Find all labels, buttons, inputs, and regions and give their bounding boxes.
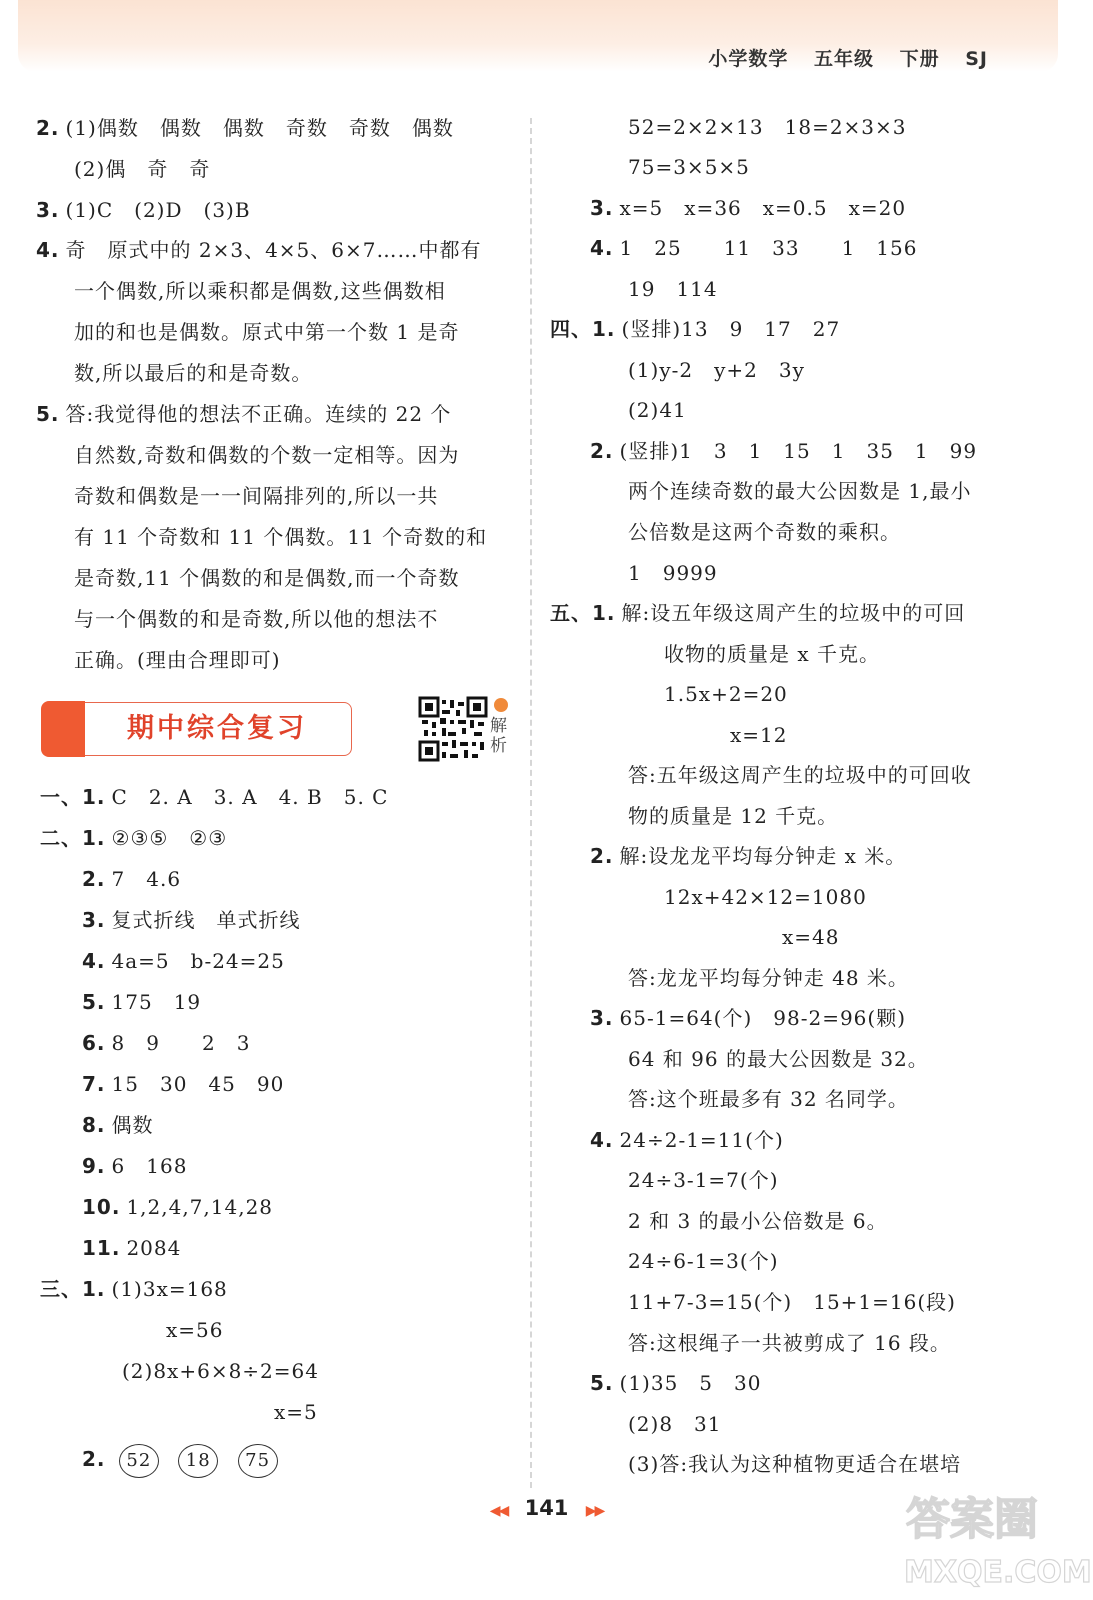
answer-text: 12x+42×12=1080 <box>664 885 867 909</box>
answer-line <box>590 842 906 870</box>
answer-line <box>622 1288 956 1316</box>
answer-text: 64 和 96 的最大公因数是 32。 <box>628 1047 929 1071</box>
answer-text: 加的和也是偶数。原式中第一个数 1 是奇 <box>74 320 460 344</box>
answer-line <box>622 356 805 384</box>
header-volume: 下册 <box>899 48 940 70</box>
answer-text: (1)35 5 30 <box>619 1371 762 1395</box>
answer-line <box>40 783 388 811</box>
answer-line <box>68 155 210 183</box>
qr-label: 解析 <box>490 716 507 756</box>
watermark-brand: 答案圈 <box>906 1494 1038 1545</box>
answer-text: 解:设五年级这周产生的垃圾中的可回 <box>621 601 966 625</box>
question-number: 2. <box>82 867 106 891</box>
answer-line <box>68 482 438 510</box>
answer-line <box>590 234 918 262</box>
answer-text: 奇数和偶数是一一间隔排列的,所以一共 <box>74 484 439 508</box>
answer-text: 65-1=64(个) 98-2=96(颗) <box>619 1006 907 1030</box>
answer-line <box>622 802 838 830</box>
answer-text: 175 19 <box>111 990 202 1014</box>
answer-text: 答:五年级这周产生的垃圾中的可回收 <box>628 763 972 787</box>
answer-text: 24÷6-1=3(个) <box>628 1249 779 1273</box>
answer-line <box>622 1085 909 1113</box>
answer-line <box>590 1369 761 1397</box>
answer-text: 19 114 <box>628 277 718 301</box>
answer-line <box>82 1111 154 1139</box>
answer-text: 1 9999 <box>628 561 718 585</box>
qr-code-icon[interactable] <box>418 696 488 762</box>
answer-text: (1)3x=168 <box>111 1277 228 1301</box>
question-number: 4. <box>82 949 106 973</box>
question-number: 2. <box>590 844 614 868</box>
answer-line <box>622 477 971 505</box>
prev-arrows-icon: ◀◀ <box>489 1503 508 1519</box>
question-number: 2. <box>82 1447 106 1471</box>
answer-line <box>68 523 487 551</box>
answer-line <box>622 1450 961 1478</box>
answer-line <box>160 1316 224 1344</box>
answer-line <box>590 1004 906 1032</box>
answer-line <box>40 1275 228 1303</box>
answer-text: 1.5x+2=20 <box>664 682 788 706</box>
answer-line <box>622 1207 888 1235</box>
answer-line <box>550 315 840 343</box>
answer-line <box>590 1126 784 1154</box>
answer-text: 答:这个班最多有 32 名同学。 <box>628 1087 909 1111</box>
circled-answers-row <box>82 1444 290 1478</box>
question-number: 3. <box>590 196 614 220</box>
answer-line <box>82 906 301 934</box>
answer-text: 2084 <box>126 1236 182 1260</box>
answer-line <box>68 277 446 305</box>
answer-line <box>724 721 788 749</box>
answer-text: 11+7-3=15(个) 15+1=16(段) <box>628 1290 956 1314</box>
circled-value: 18 <box>178 1444 218 1478</box>
answer-text: 收物的质量是 x 千克。 <box>664 642 880 666</box>
header-meta <box>690 44 988 71</box>
answer-text: x=5 x=36 x=0.5 x=20 <box>619 196 907 220</box>
question-number: 一、1. <box>40 785 106 809</box>
circled-value: 75 <box>238 1444 278 1478</box>
question-number: 3. <box>590 1006 614 1030</box>
answer-text: (1)偶数 偶数 偶数 奇数 奇数 偶数 <box>65 116 454 140</box>
answer-text: 8 9 2 3 <box>111 1031 251 1055</box>
answer-line <box>658 640 880 668</box>
answer-text: 解:设龙龙平均每分钟走 x 米。 <box>619 844 907 868</box>
header-subject: 小学数学 <box>708 48 789 70</box>
question-number: 7. <box>82 1072 106 1096</box>
answer-text: 与一个偶数的和是奇数,所以他的想法不 <box>74 607 439 631</box>
answer-text: 4a=5 b-24=25 <box>111 949 285 973</box>
answer-text: (2)8x+6×8÷2=64 <box>122 1359 319 1383</box>
answer-text: 是奇数,11 个偶数的和是偶数,而一个奇数 <box>74 566 460 590</box>
question-number: 2. <box>36 116 60 140</box>
answer-text: 公倍数是这两个奇数的乘积。 <box>628 520 901 544</box>
answer-text: x=5 <box>274 1400 318 1424</box>
answer-line <box>622 396 687 424</box>
answer-text: 答:这根绳子一共被剪成了 16 段。 <box>628 1331 951 1355</box>
answer-text: ②③⑤ ②③ <box>111 826 228 850</box>
answer-line <box>36 400 451 428</box>
answer-line <box>36 236 482 264</box>
answer-line <box>622 1045 929 1073</box>
answer-line <box>776 923 840 951</box>
answer-line <box>550 599 965 627</box>
question-number: 四、1. <box>550 317 616 341</box>
answer-text: 两个连续奇数的最大公因数是 1,最小 <box>628 479 972 503</box>
answer-line <box>68 564 460 592</box>
next-arrows-icon: ▶▶ <box>585 1503 604 1519</box>
answer-text: (2)41 <box>628 398 687 422</box>
answer-text: x=12 <box>730 723 788 747</box>
answer-line <box>68 359 312 387</box>
answer-line <box>622 518 901 546</box>
answer-text: 24÷2-1=11(个) <box>619 1128 784 1152</box>
answer-text: 有 11 个奇数和 11 个偶数。11 个奇数的和 <box>74 525 488 549</box>
answer-line <box>622 153 750 181</box>
question-number: 4. <box>590 1128 614 1152</box>
answer-text: 15 30 45 90 <box>111 1072 285 1096</box>
watermark-url: MXQE.COM <box>904 1555 1092 1590</box>
answer-line <box>622 964 909 992</box>
answer-text: 奇 原式中的 2×3、4×5、6×7……中都有 <box>65 238 482 262</box>
answer-text: C 2. A 3. A 4. B 5. C <box>111 785 389 809</box>
answer-text: (1)y-2 y+2 3y <box>628 358 805 382</box>
question-number: 三、1. <box>40 1277 106 1301</box>
column-divider <box>530 118 532 1488</box>
answer-text: 正确。(理由合理即可) <box>74 648 281 672</box>
answer-line <box>622 1410 722 1438</box>
answer-line <box>82 1234 181 1262</box>
answer-text: 52=2×2×13 18=2×3×3 <box>628 115 907 139</box>
answer-text: 24÷3-1=7(个) <box>628 1168 779 1192</box>
answer-line <box>622 275 718 303</box>
answer-text: (2)8 31 <box>628 1412 722 1436</box>
answer-text: 75=3×5×5 <box>628 155 750 179</box>
answer-line <box>82 947 285 975</box>
question-number: 3. <box>36 198 60 222</box>
page-number: 141 <box>524 1496 569 1520</box>
question-number: 5. <box>36 402 60 426</box>
answer-line <box>658 883 867 911</box>
answer-line <box>622 1329 951 1357</box>
answer-line <box>622 1166 779 1194</box>
answer-line <box>36 114 454 142</box>
question-number: 3. <box>82 908 106 932</box>
answer-text: 偶数 <box>111 1113 154 1137</box>
answer-text: 答:龙龙平均每分钟走 48 米。 <box>628 966 909 990</box>
question-number: 4. <box>590 236 614 260</box>
answer-line <box>68 318 459 346</box>
answer-line <box>590 194 906 222</box>
answer-line <box>82 865 181 893</box>
answer-text: 数,所以最后的和是奇数。 <box>74 361 313 385</box>
answer-line <box>268 1398 318 1426</box>
answer-text: 2 和 3 的最小公倍数是 6。 <box>628 1209 888 1233</box>
question-number: 5. <box>590 1371 614 1395</box>
answer-text: 7 4.6 <box>111 867 182 891</box>
section-title-tab <box>41 701 85 757</box>
watermark-logo <box>898 1482 1092 1592</box>
header-edition: SJ <box>965 48 988 70</box>
section-title-box <box>42 702 352 756</box>
answer-line <box>82 1070 284 1098</box>
section-title: 期中综合复习 <box>89 707 345 751</box>
question-number: 10. <box>82 1195 121 1219</box>
answer-line <box>82 988 201 1016</box>
answer-text: x=56 <box>166 1318 224 1342</box>
answer-line <box>116 1357 319 1385</box>
answer-text: x=48 <box>782 925 840 949</box>
answer-text: 6 168 <box>111 1154 188 1178</box>
question-number: 9. <box>82 1154 106 1178</box>
answer-text: 物的质量是 12 千克。 <box>628 804 839 828</box>
answer-line <box>622 113 907 141</box>
question-number: 8. <box>82 1113 106 1137</box>
circled-value: 52 <box>119 1444 159 1478</box>
answer-line <box>68 646 281 674</box>
answer-line <box>36 196 251 224</box>
question-number: 5. <box>82 990 106 1014</box>
answer-line <box>68 605 438 633</box>
answer-text: (2)偶 奇 奇 <box>74 157 211 181</box>
question-number: 11. <box>82 1236 121 1260</box>
answer-text: 答:我觉得他的想法不正确。连续的 22 个 <box>65 402 452 426</box>
answer-line <box>68 441 459 469</box>
answer-text: (竖排)13 9 17 27 <box>621 317 841 341</box>
answer-text: (竖排)1 3 1 15 1 35 1 99 <box>619 439 978 463</box>
header-banner <box>18 0 1058 72</box>
answer-line <box>40 824 227 852</box>
answer-text: 复式折线 单式折线 <box>111 908 301 932</box>
question-number: 五、1. <box>550 601 616 625</box>
answer-line <box>82 1152 187 1180</box>
answer-text: 一个偶数,所以乘积都是偶数,这些偶数相 <box>74 279 446 303</box>
answer-line <box>622 1247 779 1275</box>
answer-line <box>82 1193 273 1221</box>
answer-line <box>658 680 788 708</box>
question-number: 2. <box>590 439 614 463</box>
answer-text: (3)答:我认为这种植物更适合在堪培 <box>628 1452 962 1476</box>
answer-text: 自然数,奇数和偶数的个数一定相等。因为 <box>74 443 460 467</box>
answer-text: 1,2,4,7,14,28 <box>126 1195 274 1219</box>
question-number: 6. <box>82 1031 106 1055</box>
answer-line <box>590 437 977 465</box>
question-number: 二、1. <box>40 826 106 850</box>
header-grade: 五年级 <box>813 48 874 70</box>
question-number: 4. <box>36 238 60 262</box>
answer-line <box>82 1029 250 1057</box>
answer-line <box>622 559 718 587</box>
answer-text: 1 25 11 33 1 156 <box>619 236 918 260</box>
play-icon <box>494 698 508 712</box>
answer-text: (1)C (2)D (3)B <box>65 198 251 222</box>
answer-line <box>622 761 972 789</box>
